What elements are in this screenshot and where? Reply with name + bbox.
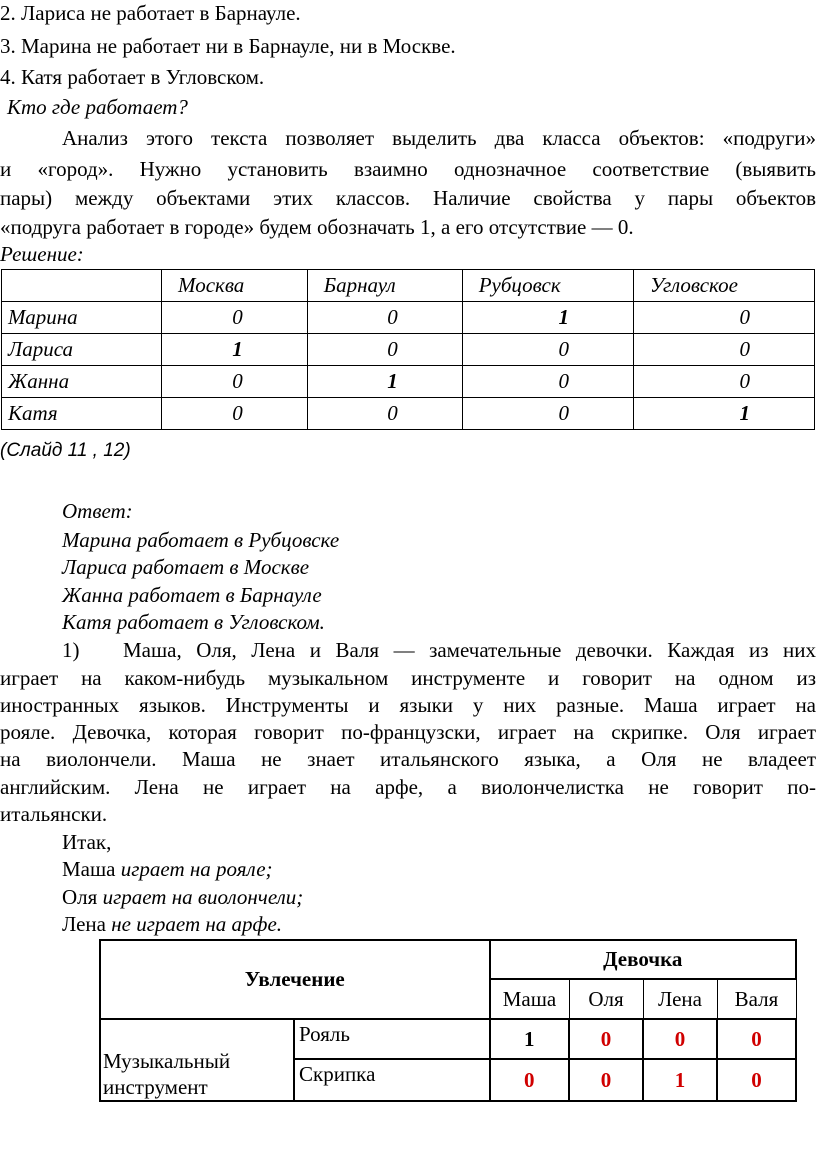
analysis-line-3: пары) между объектами этих классов. Наличие свойства у пары объектов bbox=[0, 186, 816, 210]
row-name: Жанна bbox=[2, 366, 162, 398]
row-name: Марина bbox=[2, 302, 162, 334]
cell-value: 1 bbox=[462, 302, 633, 334]
slide-reference: (Слайд 11 , 12) bbox=[0, 440, 131, 461]
cell-value: 0 bbox=[307, 302, 462, 334]
cell-value: 0 bbox=[633, 366, 814, 398]
row-label: Рояль bbox=[294, 1019, 490, 1059]
cell-value: 0 bbox=[633, 334, 814, 366]
so-line-3 bbox=[62, 911, 816, 937]
girl-name: Маша bbox=[490, 979, 570, 1019]
task-line-3: иностранных языков. Инструменты и языки у них разные. Маша играет на bbox=[0, 693, 816, 717]
answer-line: Жанна работает в Барнауле bbox=[62, 583, 322, 607]
girl-name: Лена bbox=[643, 979, 717, 1019]
answer-line: Катя работает в Угловском. bbox=[62, 610, 325, 634]
girl-header: Девочка bbox=[490, 940, 797, 979]
cell-value: 1 bbox=[633, 398, 814, 430]
so-line-2 bbox=[62, 884, 816, 910]
table-row bbox=[2, 398, 815, 430]
correspondence-table bbox=[1, 269, 815, 430]
hobby-header: Увлечение bbox=[100, 940, 490, 1019]
condition-line-2: 2. Лариса не работает в Барнауле. bbox=[0, 1, 301, 25]
row-name: Лариса bbox=[2, 334, 162, 366]
answer-line: Марина работает в Рубцовске bbox=[62, 528, 340, 552]
girl-name: Оля bbox=[569, 979, 643, 1019]
task-line-5: на виолончели. Маша не знает итальянского языка, а Оля не владеет bbox=[0, 747, 816, 771]
task-line-7: итальянски. bbox=[0, 802, 108, 826]
question: Кто где работает? bbox=[7, 95, 188, 119]
cell-value: 0 bbox=[569, 1059, 643, 1101]
cell-value: 0 bbox=[717, 1019, 796, 1059]
cell-value: 0 bbox=[569, 1019, 643, 1059]
cell-value: 0 bbox=[307, 334, 462, 366]
answer-line: Лариса работает в Москве bbox=[62, 555, 310, 579]
condition-line-3: 3. Марина не работает ни в Барнауле, ни в Москве. bbox=[0, 34, 456, 58]
header-city: Москва bbox=[162, 270, 308, 302]
task-number: 1) bbox=[62, 638, 80, 662]
cell-value: 0 bbox=[717, 1059, 796, 1101]
answer-title: Ответ: bbox=[62, 499, 133, 523]
itak-label: Итак, bbox=[62, 830, 112, 854]
so-rest: играет на виолончели; bbox=[102, 885, 304, 909]
girl-name: Валя bbox=[717, 979, 796, 1019]
so-rest: играет на рояле; bbox=[120, 857, 273, 881]
table-row bbox=[2, 366, 815, 398]
so-name: Лена bbox=[62, 912, 106, 936]
cell-value: 1 bbox=[643, 1059, 717, 1101]
analysis-line-2: и «город». Нужно установить взаимно однозначное соответствие (выявить bbox=[0, 157, 816, 181]
cell-value: 0 bbox=[162, 366, 308, 398]
analysis-line-1: Анализ этого текста позволяет выделить два класса объектов: «подруги» bbox=[62, 126, 816, 150]
task-line-4: рояле. Девочка, которая говорит по-французски, играет на скрипке. Оля играет bbox=[0, 720, 816, 744]
cell-value: 0 bbox=[162, 302, 308, 334]
row-name: Катя bbox=[2, 398, 162, 430]
table-row bbox=[2, 302, 815, 334]
so-name: Оля bbox=[62, 885, 98, 909]
row-label: Скрипка bbox=[294, 1059, 490, 1101]
cell-value: 0 bbox=[643, 1019, 717, 1059]
analysis-line-4: «подруга работает в городе» будем обозначать 1, а его отсутствие — 0. bbox=[0, 215, 634, 239]
hobby-table bbox=[99, 939, 797, 1102]
header-city: Барнаул bbox=[307, 270, 462, 302]
cell-value: 0 bbox=[162, 398, 308, 430]
table-header-row bbox=[2, 270, 815, 302]
cell-value: 0 bbox=[633, 302, 814, 334]
cell-value: 1 bbox=[307, 366, 462, 398]
category-cell: Музыкальный инструмент bbox=[100, 1019, 294, 1101]
cell-value: 0 bbox=[462, 366, 633, 398]
cell-value: 0 bbox=[462, 398, 633, 430]
header-city: Угловское bbox=[633, 270, 814, 302]
task-line-6: английским. Лена не играет на арфе, а виолончелистка не говорит по- bbox=[0, 775, 816, 799]
cell-value: 0 bbox=[462, 334, 633, 366]
cell-value: 0 bbox=[490, 1059, 570, 1101]
so-name: Маша bbox=[62, 857, 116, 881]
cell-value: 1 bbox=[162, 334, 308, 366]
so-line-1 bbox=[62, 856, 816, 882]
so-rest: не играет на арфе. bbox=[111, 912, 283, 936]
task-line-1: Маша, Оля, Лена и Валя — замечательные девочки. Каждая из них bbox=[123, 638, 816, 662]
condition-line-4: 4. Катя работает в Угловском. bbox=[0, 65, 265, 89]
task-line-2: играет на каком-нибудь музыкальном инструменте и говорит на одном из bbox=[0, 666, 816, 690]
cell-value: 0 bbox=[307, 398, 462, 430]
header-empty bbox=[2, 270, 162, 302]
cell-value: 1 bbox=[490, 1019, 570, 1059]
table-row bbox=[2, 334, 815, 366]
solution-label: Решение: bbox=[0, 242, 84, 266]
header-city: Рубцовск bbox=[462, 270, 633, 302]
